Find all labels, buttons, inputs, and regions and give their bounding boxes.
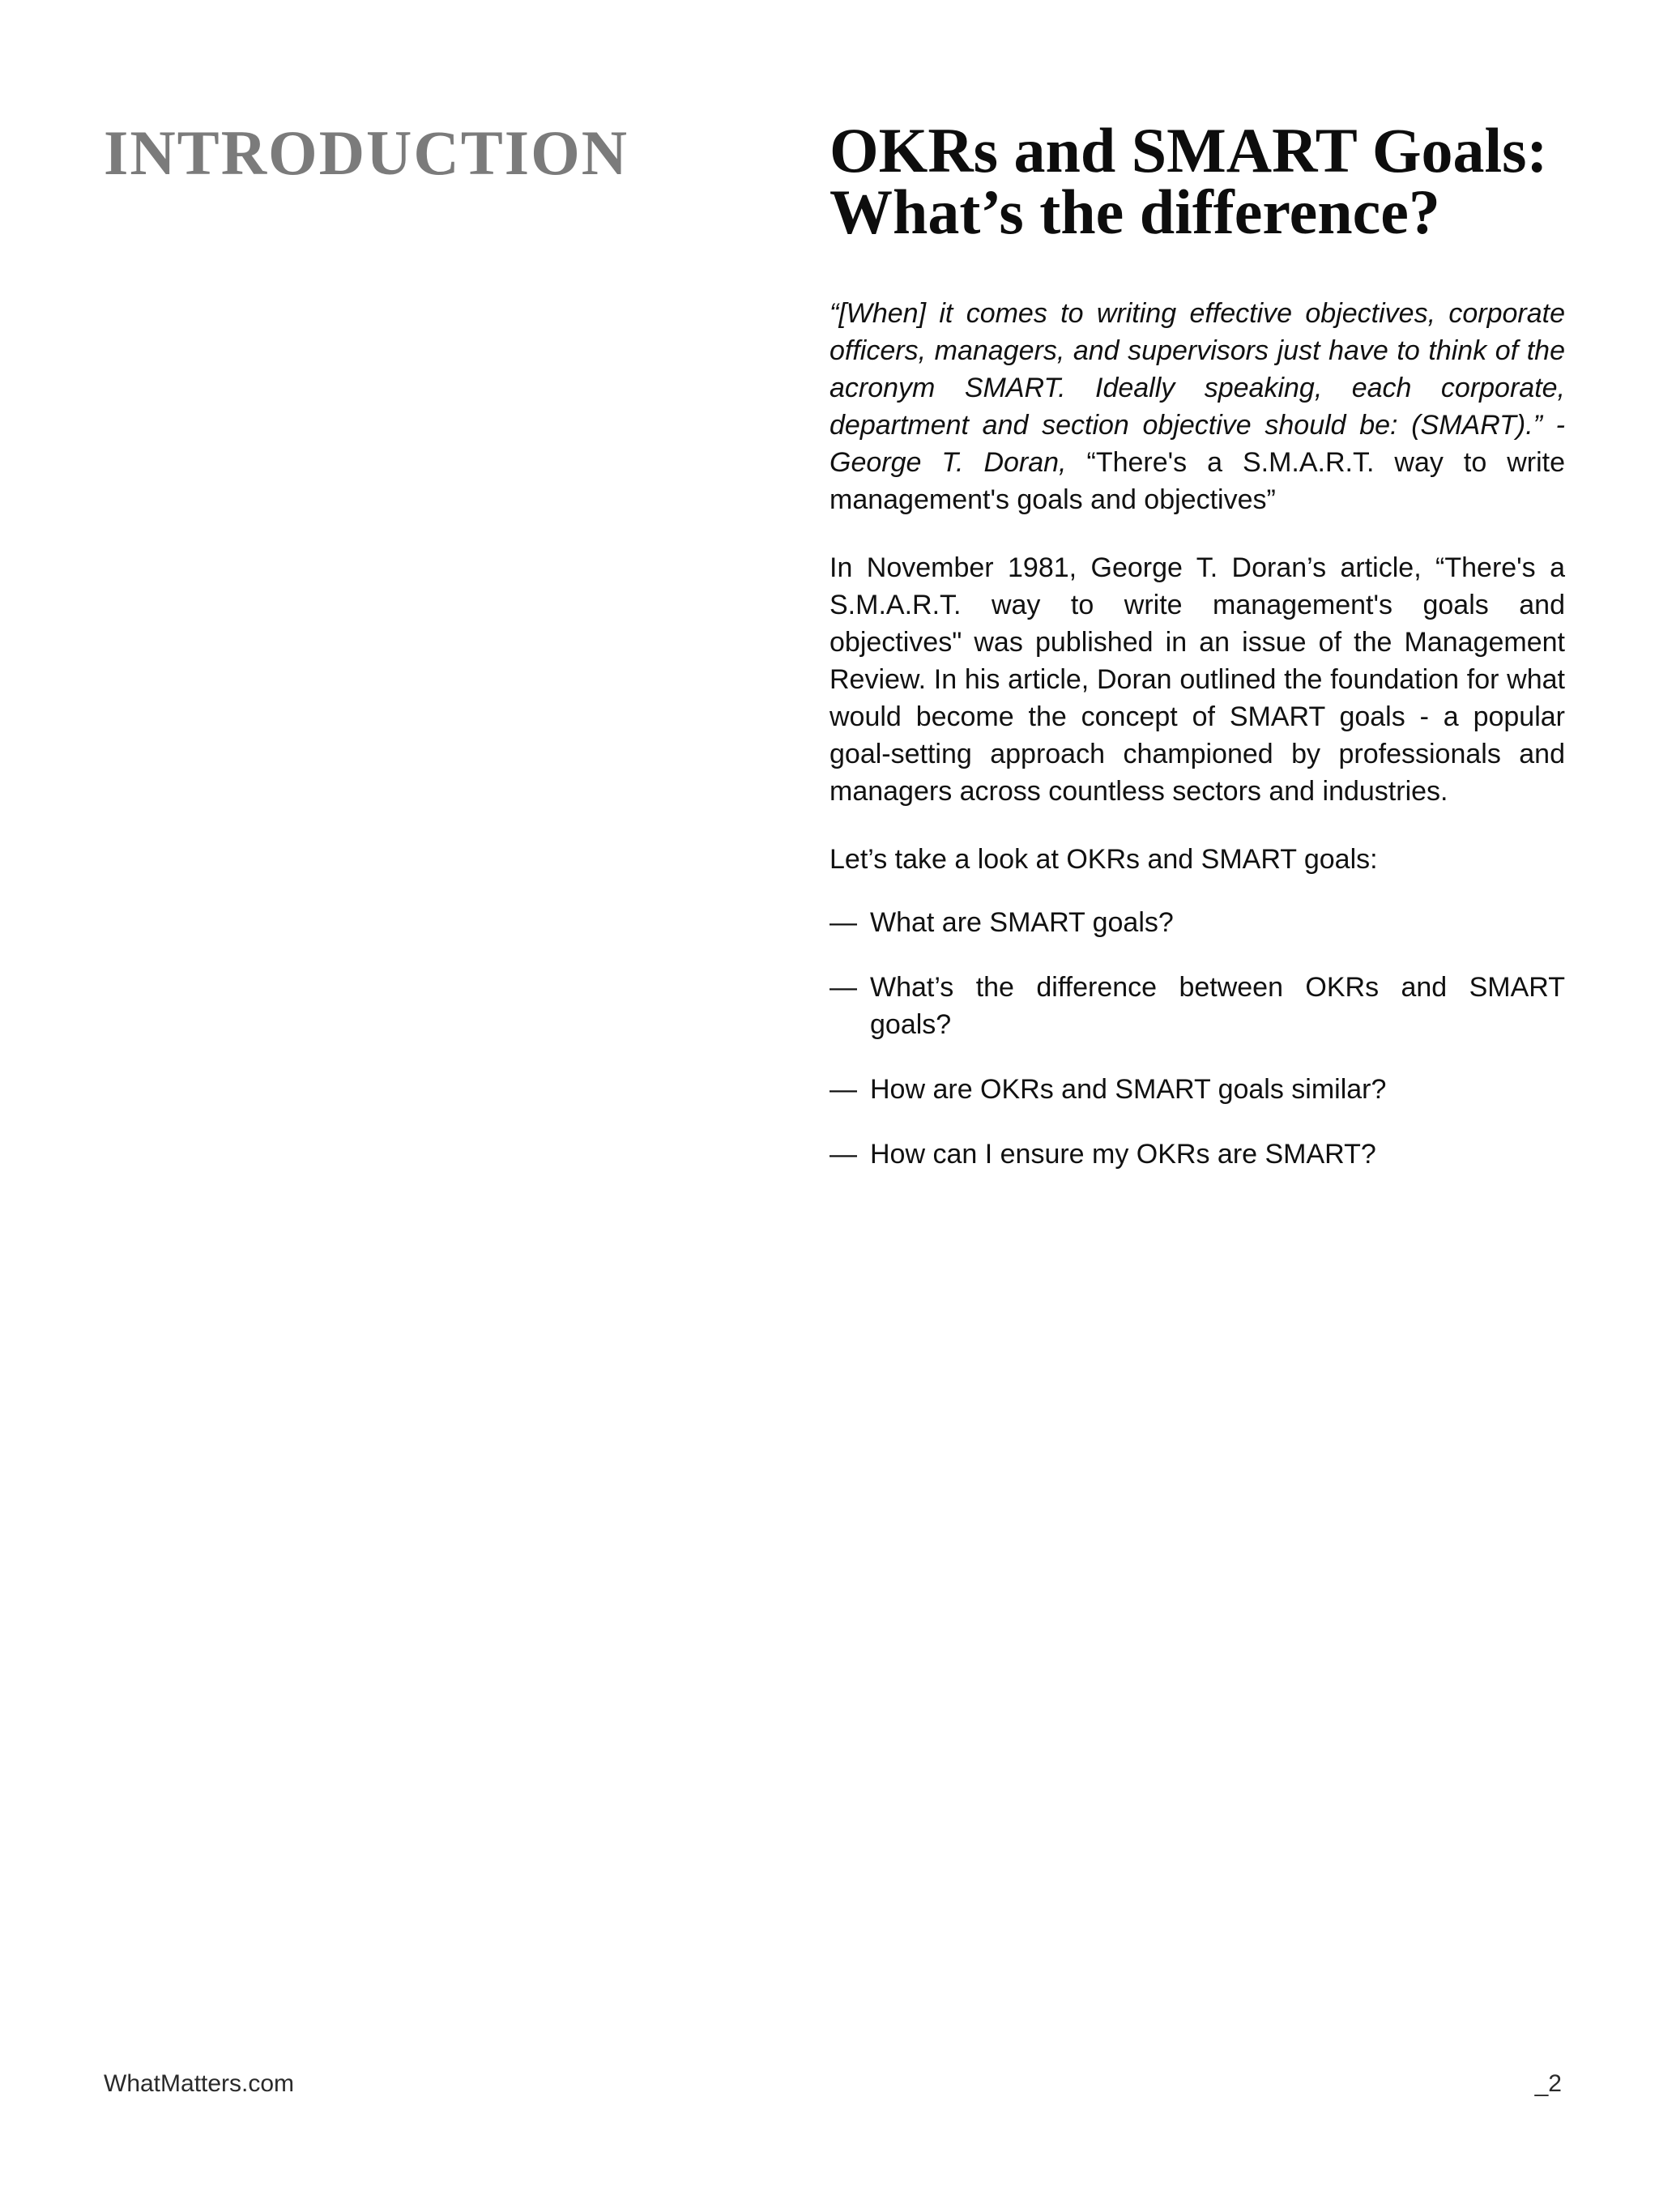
list-item (830, 1071, 1565, 1108)
page-title-line-1: OKRs and SMART Goals: (830, 115, 1548, 185)
list-item-text: What’s the difference between OKRs and SMART goals? (870, 972, 1565, 1040)
list-item-text: How are OKRs and SMART goals similar? (870, 1074, 1387, 1105)
list-item (830, 1136, 1565, 1173)
list-item-text: How can I ensure my OKRs are SMART? (870, 1139, 1376, 1170)
dash-marker: — (830, 907, 857, 938)
topic-list (830, 904, 1565, 1173)
list-item (830, 969, 1565, 1043)
section-label: INTRODUCTION (104, 117, 629, 188)
page-title (830, 115, 1565, 247)
list-intro: Let’s take a look at OKRs and SMART goals: (830, 844, 1378, 875)
quote-italic-text: “[When] it comes to writing effective objectives, corporate officers, managers, and supervisors just have to think of the acronym SMART. Ideally speaking, each corporate, department and section objective should be: (SMART).” - George T. Doran, (830, 298, 1565, 478)
list-item-text: What are SMART goals? (870, 907, 1174, 938)
page-number: _2 (1534, 2070, 1562, 2097)
quote-source-text: “There's a S.M.A.R.T. way to write management's goals and objectives” (830, 447, 1565, 515)
doran-quote (830, 295, 1565, 518)
main-content (830, 115, 1565, 1200)
dash-marker: — (830, 1074, 857, 1105)
dash-marker: — (830, 972, 857, 1003)
history-paragraph: In November 1981, George T. Doran’s article, “There's a S.M.A.R.T. way to write management's goals and objectives" was published in an issue of the Management Review. In his article, Doran outlined the foundation for what would become the concept of SMART goals - a popular goal-setting approach championed by professionals and managers across countless sectors and industries. (830, 552, 1565, 807)
page-title-line-2: What’s the difference? (830, 177, 1440, 247)
dash-marker: — (830, 1139, 857, 1170)
list-item (830, 904, 1565, 941)
footer-site: WhatMatters.com (104, 2070, 295, 2097)
